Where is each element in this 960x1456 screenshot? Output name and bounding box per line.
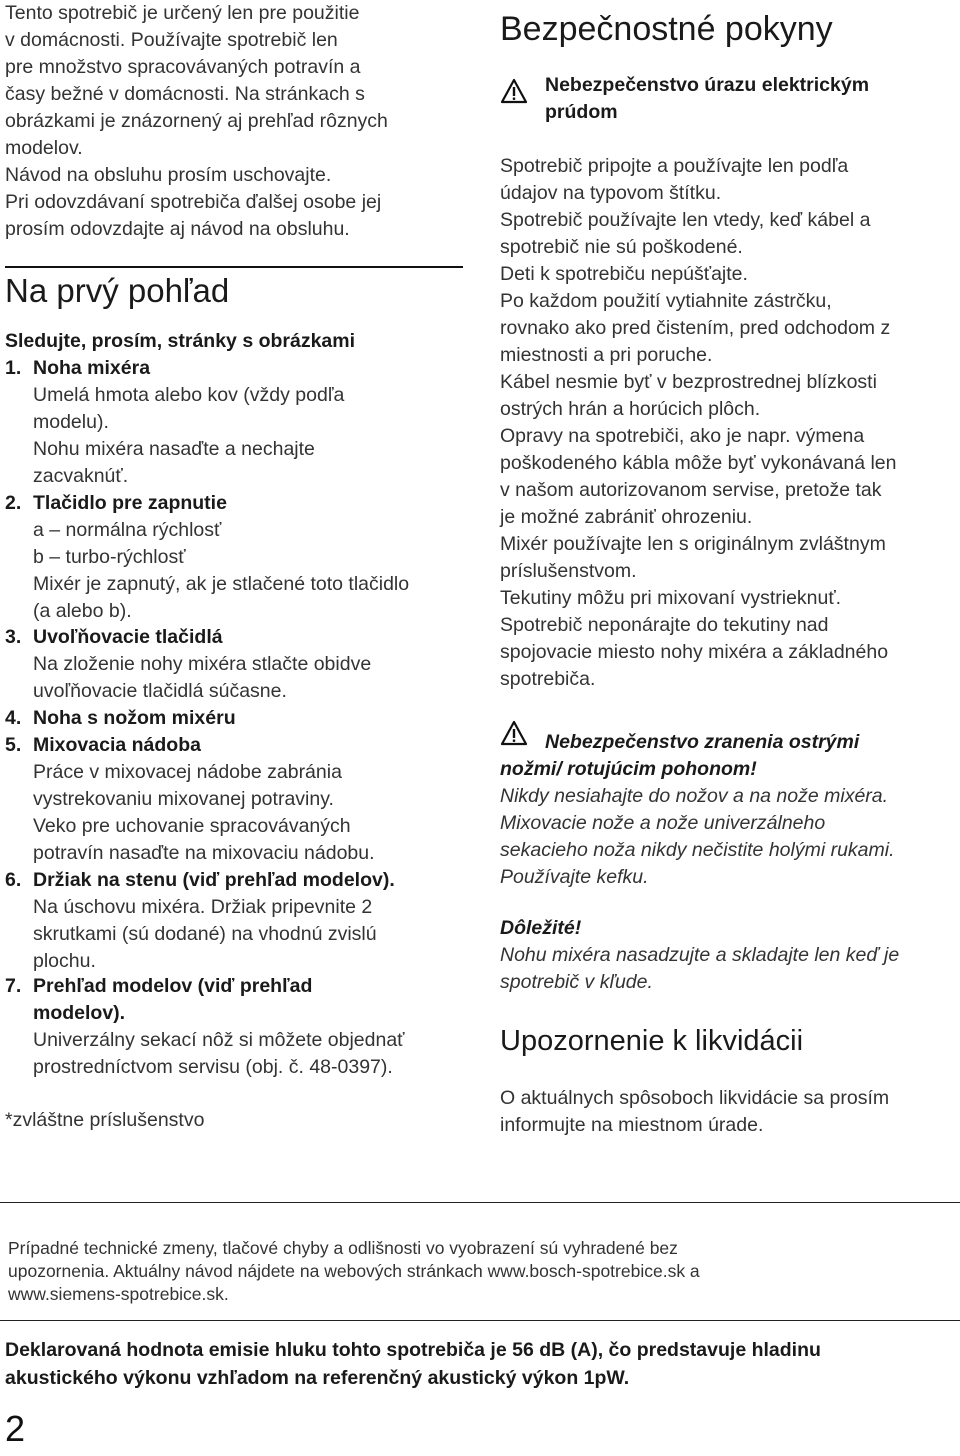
item-number: 5. [5,734,22,756]
disposal-title: Upozornenie k likvidácii [500,1025,804,1057]
item-body: Univerzálny sekací nôž si môžete objednať prostredníctvom servisu (obj. č. 48-0397). [33,1029,405,1078]
warning-icon [500,78,526,104]
list-item [5,705,465,732]
safety-title: Bezpečnostné pokyny [500,10,833,48]
footer-divider [0,1202,960,1203]
list-item [5,867,465,975]
intro-paragraph: Tento spotrebič je určený len pre použitie v domácnosti. Používajte spotrebič len pre množstvo spracovávaných potravín a časy bežné v domácnosti. Na stránkach s obrázkami je znázornený aj prehľad rôznych modelov. Návod na obsluhu prosím uschovajte. Pri odovzdávaní spotrebiča ďalšej osobe jej prosím odovzdajte aj návod na obsluhu. [5,2,388,240]
electric-warning-text: Spotrebič pripojte a používajte len podľa údajov na typovom štítku. Spotrebič používajte len vtedy, keď kábel a spotrebič nie sú poškodené. Deti k spotrebiču nepúšťajte. Po každom použití vytiahnite zástrčku, rovnako ako pred čistením, pred odchodom z miestnosti a pri poruche. Kábel nesmie byť v bezprostrednej blízkosti ostrých hrán a horúcich plôch. Opravy na spotrebiči, ako je napr. výmena poškodeného kábla môže byť vykonávaná len v našom autorizovanom servise, pretože tak je možné zabrániť ohrozeniu. Mixér používajte len s originálnym zvláštnym príslušenstvom. Tekutiny môžu pri mixovaní vystrieknuť. Spotrebič neponárajte do tekutiny nad spojovacie miesto nohy mixéra a základného spotrebiča. [500,155,897,690]
item-body: Na zloženie nohy mixéra stlačte obidve uvoľňovacie tlačidlá súčasne. [33,653,372,702]
noise-emission-statement: Deklarovaná hodnota emisie hluku tohto spotrebiča je 56 dB (A), čo predstavuje hladinu akustického výkonu vzhľadom na referenčný akustický výkon 1pW. [5,1339,821,1389]
knife-warning-title: Nebezpečenstvo zranenia ostrými [545,731,860,753]
list-item [5,490,465,625]
item-heading: Prehľad modelov (viď prehľad modelov). [33,975,313,1024]
item-heading: Noha mixéra [33,357,151,379]
important-label: Dôležité! [500,917,582,939]
left-column [5,0,467,243]
item-heading: Noha s nožom mixéru [33,707,236,729]
item-body: a – normálna rýchlosť b – turbo-rýchlosť Mixér je zapnutý, ak je stlačené toto tlačidlo (a alebo b). [33,519,410,622]
section-divider [5,266,463,268]
list-item [5,732,465,867]
item-number: 2. [5,492,22,514]
item-number: 1. [5,357,22,379]
item-body: Umelá hmota alebo kov (vždy podľa modelu). Nohu mixéra nasaďte a nechajte zacvaknúť. [33,384,345,487]
footer-note: Prípadné technické zmeny, tlačové chyby a odlišnosti vo vyobrazení sú vyhradené bez upozornenia. Aktuálny návod nájdete na webových stránkach www.bosch-spotrebice.sk a www.siemens-spotrebice.sk. [8,1238,700,1304]
footer-divider [0,1320,960,1321]
item-heading: Mixovacia nádoba [33,734,201,756]
overview-title: Na prvý pohľad [5,272,230,309]
item-heading: Tlačidlo pre zapnutie [33,492,227,514]
item-heading: Držiak na stenu (viď prehľad modelov). [33,869,395,891]
list-item [5,624,465,705]
important-text: Nohu mixéra nasadzujte a skladajte len keď je spotrebič v kľude. [500,944,900,993]
warning-icon [500,720,526,746]
footnote: *zvláštne príslušenstvo [5,1109,205,1131]
item-body: Na úschovu mixéra. Držiak pripevnite 2 skrutkami (sú dodané) na vhodnú zvislú plochu. [33,896,377,972]
list-item [5,355,465,490]
item-number: 4. [5,707,22,729]
item-number: 3. [5,626,22,648]
item-body: Práce v mixovacej nádobe zabránia vystrekovaniu mixovanej potraviny. Veko pre uchovanie spracovávaných potravín nasaďte na mixovaciu nádobu. [33,761,375,864]
knife-warning-text: Nikdy nesiahajte do nožov a na nože mixéra. Mixovacie nože a nože univerzálneho sekacieho noža nikdy nečistite holými rukami. Používajte kefku. [500,785,895,888]
electric-warning-title: Nebezpečenstvo úrazu elektrickým prúdom [545,74,870,123]
item-heading: Uvoľňovacie tlačidlá [33,626,223,648]
item-number: 7. [5,975,22,997]
list-item [5,973,465,1081]
overview-subtitle: Sledujte, prosím, stránky s obrázkami [5,330,356,352]
knife-warning-title-cont: nožmi/ rotujúcim pohonom! [500,758,757,780]
page-number: 2 [5,1408,26,1449]
item-number: 6. [5,869,22,891]
disposal-text: O aktuálnych spôsoboch likvidácie sa prosím informujte na miestnom úrade. [500,1087,890,1136]
